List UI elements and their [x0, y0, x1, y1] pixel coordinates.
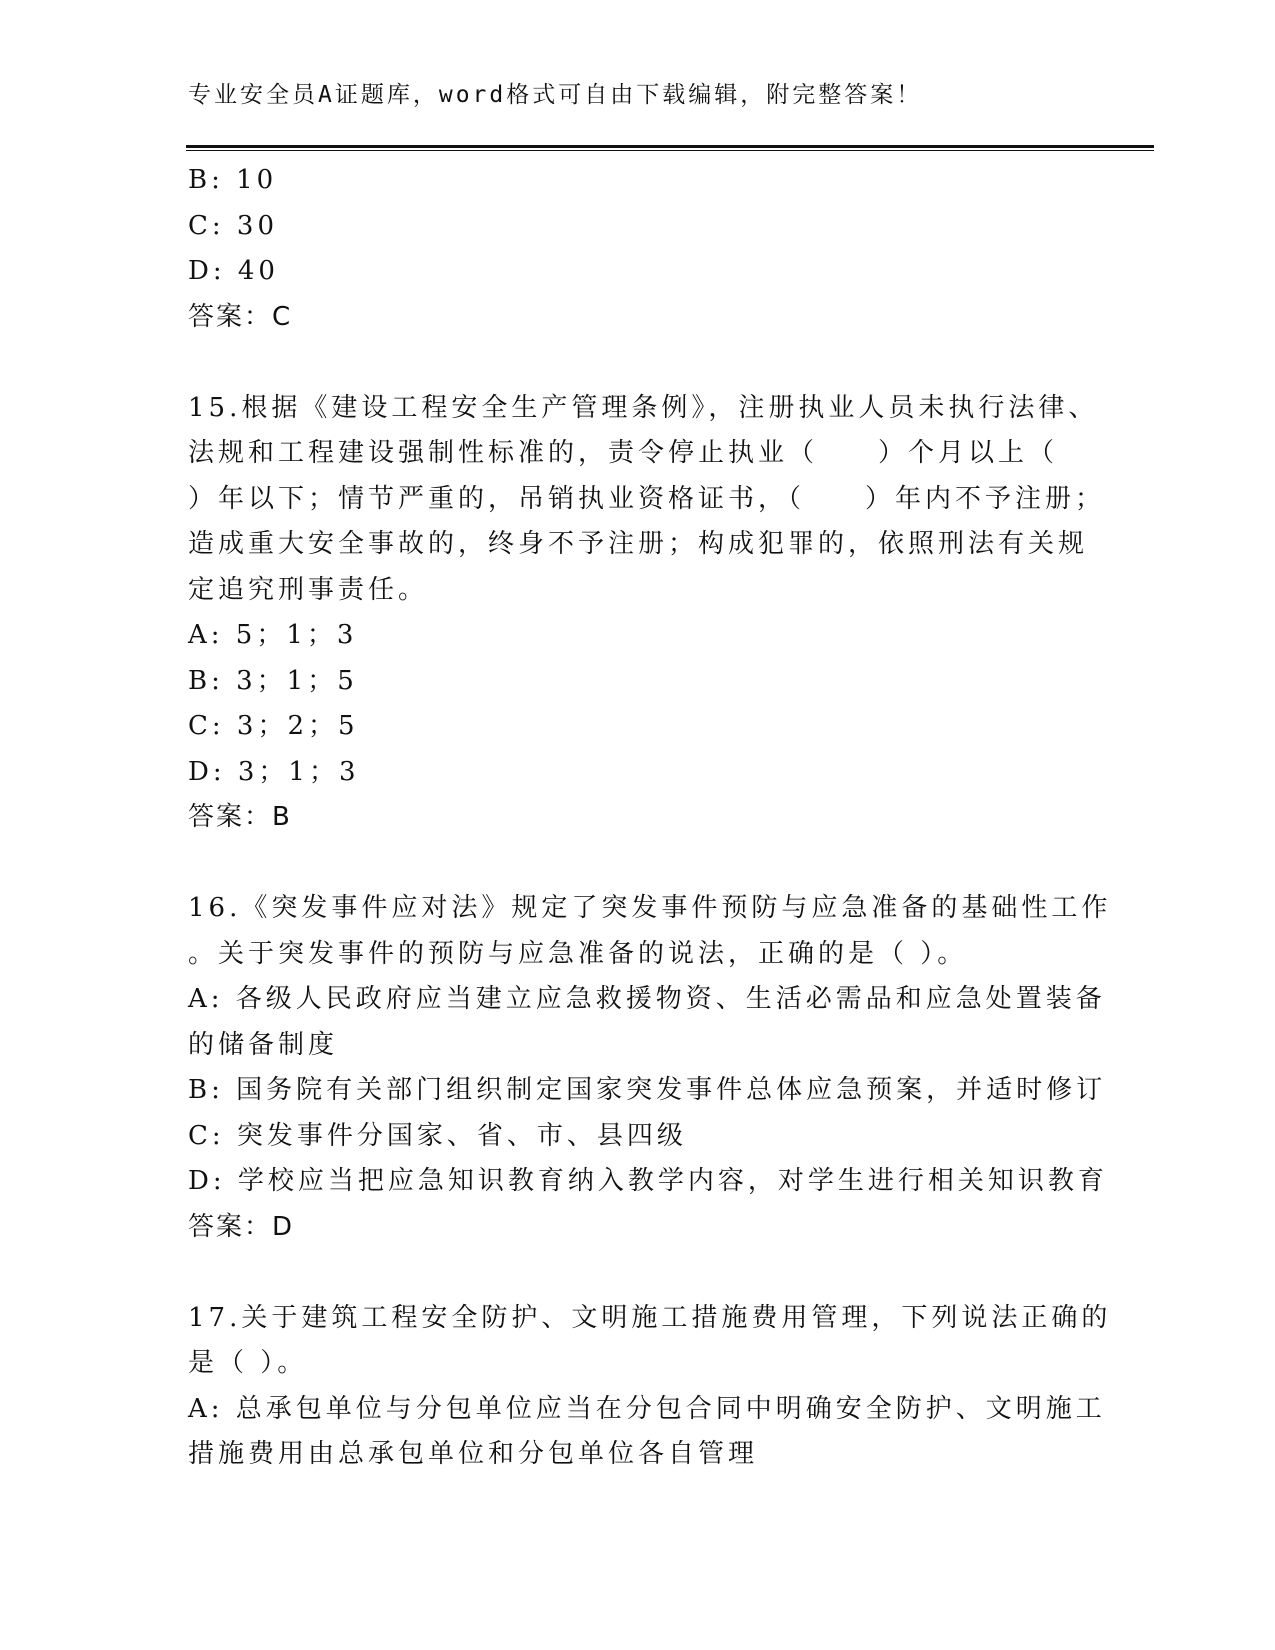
question-17: [188, 1296, 1112, 1478]
option-b: B: 国务院有关部门组织制定国家突发事件总体应急预案，并适时修订: [188, 1075, 1107, 1105]
option-d: D: 3；1；3: [188, 756, 360, 787]
option-b: B: 10: [188, 165, 278, 195]
question-stem-line: ）年以下；情节严重的，吊销执业资格证书，（ ）年内不予注册；: [188, 483, 1106, 514]
answer: 答案：B: [188, 802, 292, 832]
question-stem-line: 15.根据《建设工程安全生产管理条例》，注册执业人员未执行法律、: [188, 392, 1099, 423]
question-15: [188, 386, 1106, 841]
spacer: [188, 340, 1088, 386]
option-a: A: 总承包单位与分包单位应当在分包合同中明确安全防护、文明施工: [188, 1393, 1106, 1424]
option-a: A: 各级人民政府应当建立应急救援物资、生活必需品和应急处置装备: [188, 984, 1106, 1014]
question-16: [188, 886, 1112, 1250]
question-stem-line: 17.关于建筑工程安全防护、文明施工措施费用管理，下列说法正确的: [188, 1302, 1112, 1333]
question-14-tail: [188, 158, 1088, 340]
page-header: 专业安全员A证题库，word格式可自由下载编辑，附完整答案！: [188, 82, 923, 108]
option-c: C: 突发事件分国家、省、市、县四级: [188, 1120, 687, 1151]
question-stem-line: 16.《突发事件应对法》规定了突发事件预防与应急准备的基础性工作: [188, 893, 1112, 923]
spacer: [188, 841, 1088, 887]
option-a-continued: 的储备制度: [188, 1029, 339, 1060]
spacer: [188, 1250, 1088, 1296]
option-d: D: 学校应当把应急知识教育纳入教学内容，对学生进行相关知识教育: [188, 1166, 1108, 1196]
header-rule-thin: [186, 150, 1154, 151]
option-c: C: 3；2；5: [188, 711, 359, 741]
option-c: C: 30: [188, 210, 279, 241]
option-a: A: 5；1；3: [188, 620, 358, 650]
question-stem-line: 。关于突发事件的预防与应急准备的说法，正确的是（ ）。: [188, 938, 968, 969]
question-stem-line: 定追究刑事责任。: [188, 574, 429, 605]
question-stem-line: 是（ ）。: [188, 1348, 308, 1378]
option-b: B: 3；1；5: [188, 665, 358, 696]
option-a-continued: 措施费用由总承包单位和分包单位各自管理: [188, 1439, 759, 1469]
header-rule-thick: [186, 145, 1154, 148]
document-body: [188, 158, 1112, 1478]
option-d: D: 40: [188, 256, 279, 286]
answer: 答案：D: [188, 1211, 295, 1242]
question-stem-line: 造成重大安全事故的，终身不予注册；构成犯罪的，依照刑法有关规: [188, 529, 1089, 559]
answer: 答案：C: [188, 301, 293, 332]
question-stem-line: 法规和工程建设强制性标准的，责令停止执业（ ）个月以上（: [188, 438, 1059, 468]
